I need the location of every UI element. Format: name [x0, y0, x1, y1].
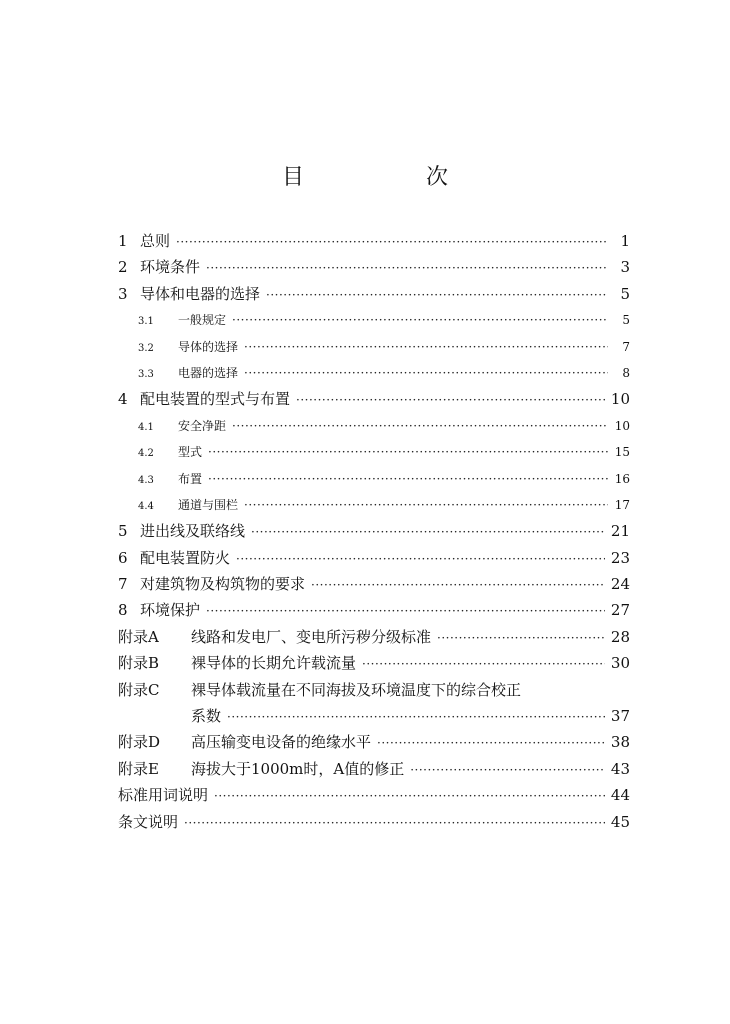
toc-entry[interactable]	[118, 254, 630, 280]
toc-subentry[interactable]	[118, 466, 630, 492]
toc-entry-number: 7	[118, 575, 128, 594]
toc-entry-page: 43	[610, 759, 630, 778]
toc-entry-label: 导体和电器的选择	[140, 284, 261, 303]
toc-entry-label: 裸导体载流量在不同海拔及环境温度下的综合校正	[191, 680, 522, 699]
toc-entry-page: 10	[614, 418, 630, 433]
toc-entry[interactable]	[118, 281, 630, 307]
toc-entry-page: 3	[620, 258, 630, 277]
toc-entry-label: 通道与围栏	[178, 497, 239, 512]
toc-entry-label: 进出线及联络线	[140, 522, 246, 541]
toc-entry-page: 28	[610, 627, 630, 646]
toc-entry-number: 4	[118, 390, 128, 409]
toc-entry[interactable]	[118, 571, 630, 597]
toc-entry[interactable]	[118, 518, 630, 544]
toc-entry-page: 5	[620, 284, 630, 303]
toc-entry-page: 10	[610, 390, 630, 409]
toc-entry-label: 配电装置的型式与布置	[140, 390, 291, 409]
toc-entry-number: 5	[118, 522, 128, 541]
toc-leader-dots	[244, 492, 608, 518]
toc-leader-dots	[236, 546, 605, 571]
table-of-contents	[118, 228, 630, 835]
toc-entry-number: 附录B	[118, 654, 160, 673]
toc-appendix-entry[interactable]	[118, 729, 630, 755]
toc-subentry[interactable]	[118, 413, 630, 439]
toc-appendix-entry[interactable]	[118, 677, 630, 703]
toc-subentry[interactable]	[118, 334, 630, 360]
toc-entry[interactable]	[118, 782, 630, 808]
toc-entry-page: 24	[610, 575, 630, 594]
toc-subentry[interactable]	[118, 439, 630, 465]
toc-entry-page: 1	[620, 232, 630, 250]
toc-entry-page: 23	[610, 548, 630, 567]
toc-entry-number: 4.2	[138, 448, 154, 460]
toc-entry[interactable]	[118, 545, 630, 571]
toc-leader-dots	[244, 360, 608, 386]
toc-entry-page: 16	[614, 471, 630, 486]
toc-entry-label: 高压输变电设备的绝缘水平	[191, 733, 372, 752]
toc-entry[interactable]	[118, 386, 630, 412]
toc-entry-page: 21	[610, 522, 630, 541]
toc-leader-dots	[176, 229, 608, 254]
toc-entry-label: 布置	[178, 471, 203, 486]
toc-subentry[interactable]	[118, 307, 630, 333]
toc-entry[interactable]	[118, 597, 630, 623]
toc-entry-number: 8	[118, 601, 128, 620]
toc-entry-number: 附录A	[118, 627, 159, 646]
toc-entry-page: 8	[622, 365, 630, 380]
toc-entry-number: 3	[118, 284, 128, 303]
toc-appendix-entry[interactable]	[118, 650, 630, 676]
toc-entry-label: 系数	[191, 707, 222, 726]
toc-subentry[interactable]	[118, 360, 630, 386]
toc-entry-label: 总则	[140, 232, 171, 250]
toc-leader-dots	[227, 704, 605, 729]
toc-leader-dots	[251, 519, 605, 544]
toc-entry-label: 型式	[178, 445, 203, 460]
toc-entry-number: 4.1	[138, 421, 154, 433]
toc-leader-dots	[206, 255, 608, 280]
toc-leader-dots	[208, 466, 608, 492]
toc-entry-number: 3.1	[138, 316, 154, 328]
toc-leader-dots	[206, 598, 605, 623]
toc-appendix-entry[interactable]	[118, 624, 630, 650]
toc-leader-dots	[410, 757, 605, 782]
toc-entry-number: 1	[118, 232, 128, 250]
toc-entry-label: 配电装置防火	[140, 548, 231, 567]
toc-entry-number: 6	[118, 548, 128, 567]
toc-leader-dots	[232, 307, 608, 333]
toc-leader-dots	[296, 387, 605, 412]
toc-entry-label: 环境保护	[140, 601, 201, 620]
toc-leader-dots	[208, 439, 608, 465]
toc-entry-number: 附录C	[118, 680, 160, 699]
toc-entry-label: 裸导体的长期允许载流量	[191, 654, 357, 673]
toc-leader-dots	[437, 625, 605, 650]
toc-entry-label: 安全净距	[178, 418, 227, 433]
toc-leader-dots	[362, 651, 605, 676]
toc-leader-dots	[232, 413, 608, 439]
toc-entry-page: 38	[610, 733, 630, 752]
toc-entry-number: 2	[118, 258, 128, 277]
toc-entry[interactable]	[118, 228, 630, 254]
toc-entry-page: 30	[610, 654, 630, 673]
toc-subentry[interactable]	[118, 492, 630, 518]
toc-entry-page: 44	[610, 786, 630, 805]
toc-entry-number: 4.3	[138, 474, 154, 486]
toc-entry-label: 对建筑物及构筑物的要求	[140, 575, 306, 594]
toc-leader-dots	[377, 730, 605, 755]
toc-entry-number: 3.2	[138, 342, 154, 354]
toc-entry-page: 7	[622, 339, 630, 354]
toc-entry-page: 45	[610, 812, 630, 831]
toc-entry-page: 15	[614, 445, 630, 460]
toc-entry-number: 4.4	[138, 500, 154, 512]
toc-entry-label: 导体的选择	[178, 339, 239, 354]
toc-leader-dots	[244, 334, 608, 360]
toc-entry[interactable]	[118, 809, 630, 835]
toc-leader-dots	[266, 282, 608, 307]
toc-entry-label: 海拔大于1000m时，A值的修正	[191, 759, 405, 778]
toc-leader-dots	[214, 783, 605, 808]
toc-entry-continuation[interactable]	[118, 703, 630, 729]
toc-entry-number: 3.3	[138, 368, 154, 380]
toc-entry-page: 17	[614, 497, 630, 512]
toc-entry-page: 37	[610, 707, 630, 726]
toc-entry-number: 附录E	[118, 759, 159, 778]
toc-appendix-entry[interactable]	[118, 756, 630, 782]
toc-entry-label: 标准用词说明	[118, 786, 209, 805]
toc-entry-label: 条文说明	[118, 812, 179, 831]
toc-entry-label: 线路和发电厂、变电所污秽分级标准	[191, 627, 432, 646]
toc-entry-label: 电器的选择	[178, 365, 239, 380]
toc-leader-dots	[311, 572, 605, 597]
toc-entry-number: 附录D	[118, 733, 161, 752]
toc-leader-dots	[184, 810, 605, 835]
toc-entry-page: 27	[610, 601, 630, 620]
toc-entry-label: 一般规定	[178, 313, 227, 328]
page-title: 目 次	[281, 165, 498, 190]
toc-entry-page: 5	[622, 313, 630, 328]
toc-entry-label: 环境条件	[140, 258, 201, 277]
